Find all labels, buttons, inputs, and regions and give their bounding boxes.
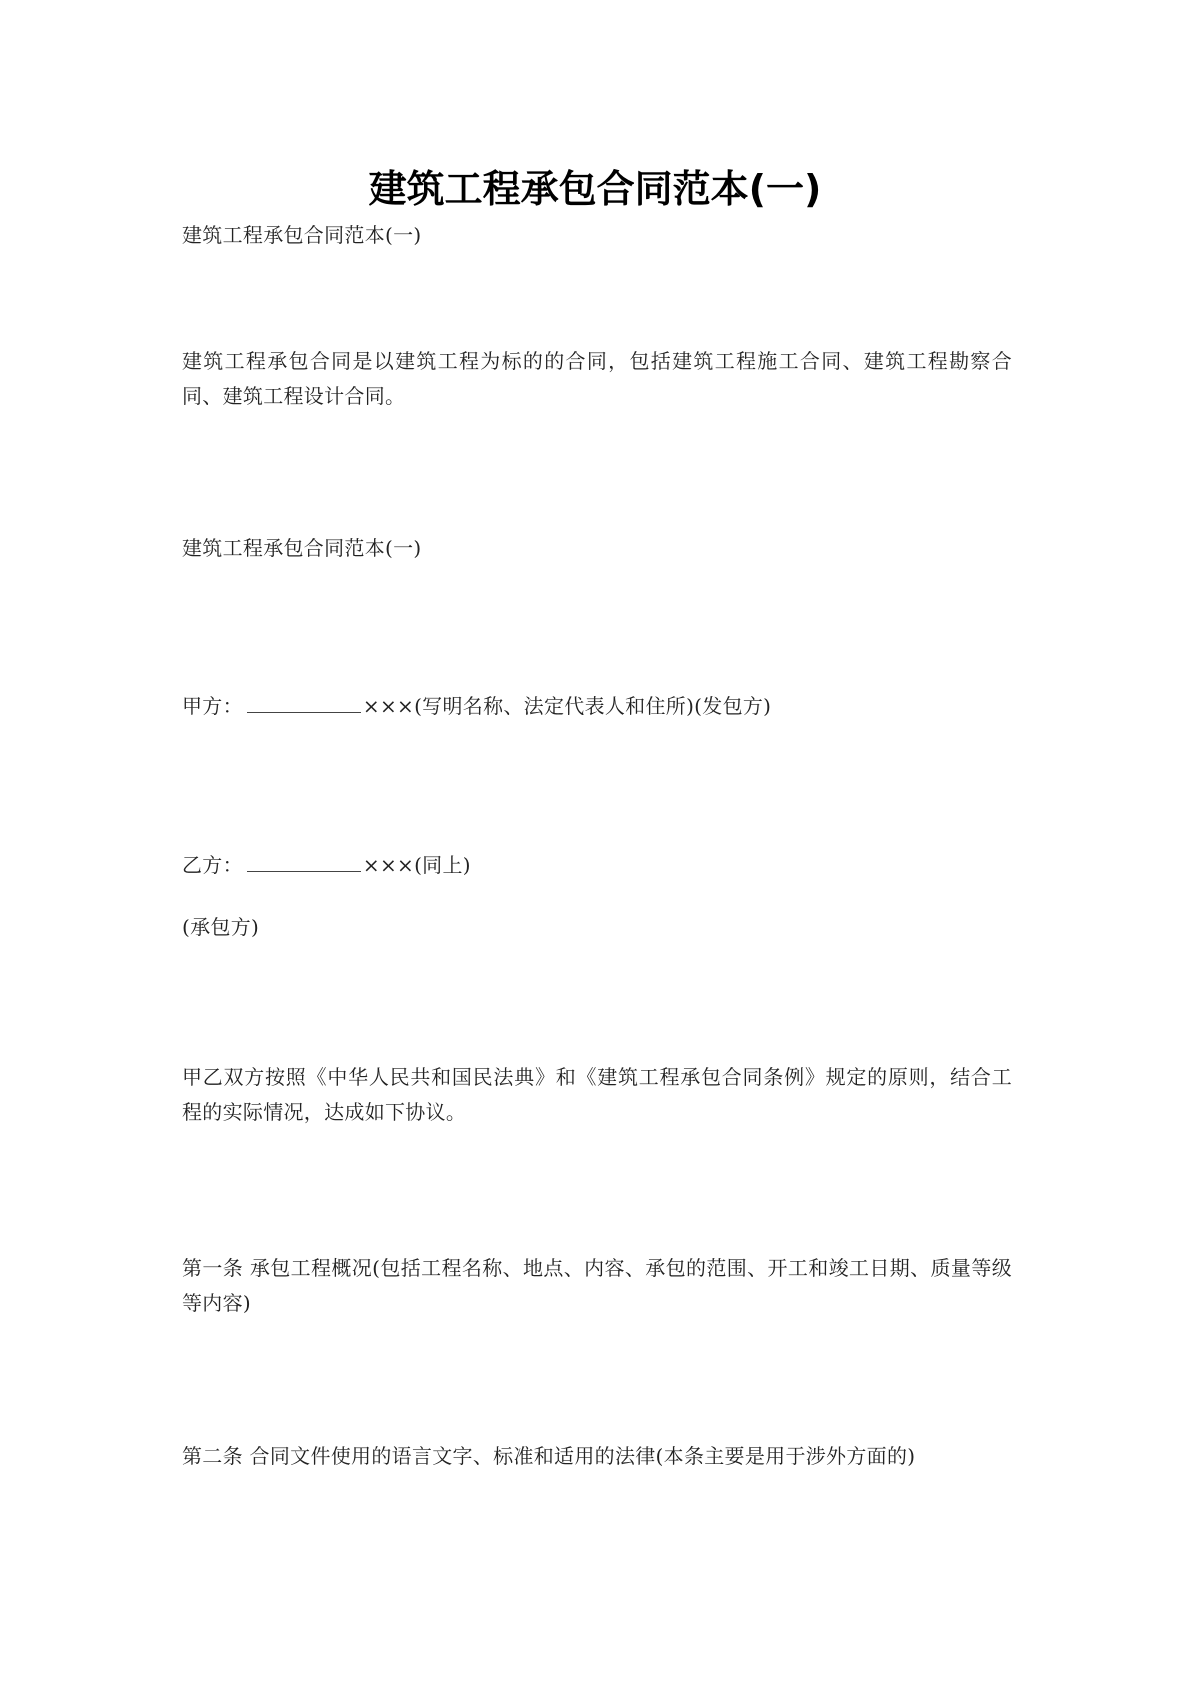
party-a-line xyxy=(182,689,1012,724)
party-a-label: 甲方： xyxy=(182,694,243,718)
party-b-label: 乙方： xyxy=(182,853,243,877)
party-a-blank-field xyxy=(247,694,361,713)
party-a-value: ×××(写明名称、法定代表人和住所)(发包方) xyxy=(362,694,772,718)
article-1: 第一条 承包工程概况(包括工程名称、地点、内容、承包的范围、开工和竣工日期、质量等级等内容) xyxy=(182,1256,1012,1315)
party-b-value: ×××(同上) xyxy=(362,853,471,877)
party-b-blank-field xyxy=(247,853,361,872)
party-b-role: (承包方) xyxy=(182,915,260,939)
article-2: 第二条 合同文件使用的语言文字、标准和适用的法律(本条主要是用于涉外方面的) xyxy=(182,1444,916,1468)
agreement-paragraph: 甲乙双方按照《中华人民共和国民法典》和《建筑工程承包合同条例》规定的原则，结合工程的实际情况，达成如下协议。 xyxy=(182,1065,1012,1124)
party-b-line xyxy=(182,848,1012,883)
subtitle-2: 建筑工程承包合同范本(一) xyxy=(182,536,422,560)
intro-paragraph: 建筑工程承包合同是以建筑工程为标的的合同，包括建筑工程施工合同、建筑工程勘察合同、建筑工程设计合同。 xyxy=(182,349,1012,408)
document-title: 建筑工程承包合同范本(一) xyxy=(368,167,822,211)
subtitle-1: 建筑工程承包合同范本(一) xyxy=(182,223,422,247)
